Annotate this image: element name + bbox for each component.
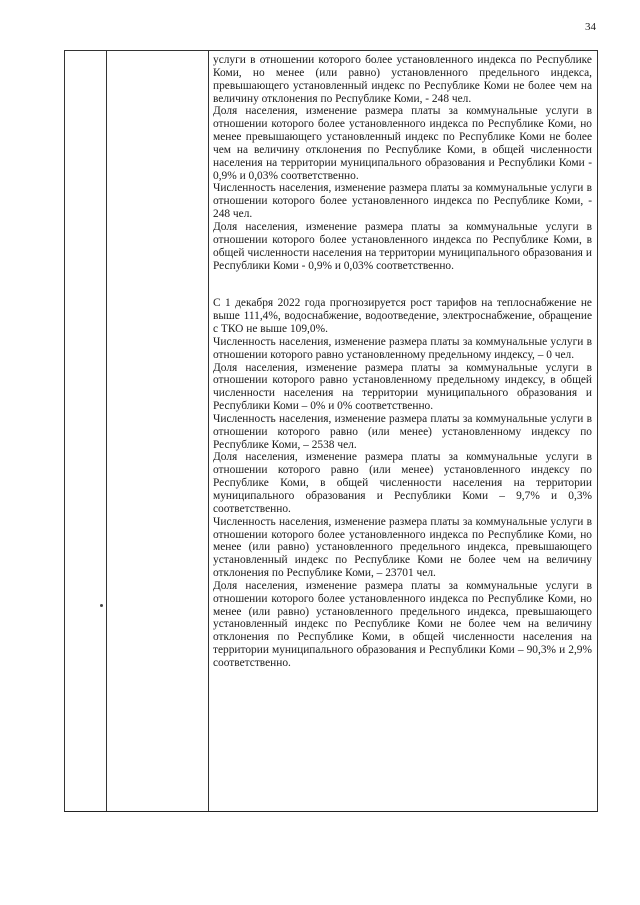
paragraph: Доля населения, изменение размера платы за коммунальные услуги в отношении которого более установленного индекса по Республике Коми, но менее (или равно) установленного предельного индекса, превышающего установленный индекс по Республике Коми не более чем на величину отклонения по Республике Коми, в общей численности населения на территории муниципального образования и Республики Коми – 90,3% и 2,9% соответственно.: [213, 579, 592, 669]
bullet-mark: [100, 604, 103, 607]
page-number: 34: [585, 21, 596, 33]
paragraph: Численность населения, изменение размера платы за коммунальные услуги в отношении которого более установленного индекса по Республике Коми, - 248 чел.: [213, 182, 592, 221]
paragraph: Доля населения, изменение размера платы за коммунальные услуги в отношении которого более установленного индекса по Республике Коми, но менее превышающего установленный индекс по Республике Коми не более чем на величину отклонения по Республике Коми, в общей численности населения на территории муниципального образования и Республики Коми - 0,9% и 0,03% соответственно.: [213, 105, 592, 182]
paragraph: Численность населения, изменение размера платы за коммунальные услуги в отношении которого более установленного индекса по Республике Коми, но менее (или равно) установленного предельного индекса, превышающего установленный индекс по Республике Коми не более чем на величину отклонения по Республике Коми, – 23701 чел.: [213, 515, 592, 580]
paragraph: услуги в отношении которого более установленного индекса по Республике Коми, но менее (или равно) установленного предельного индекса, превышающего установленный индекс по Республике Коми не более чем на величину отклонения по Республике Коми, - 248 чел.: [213, 54, 592, 105]
paragraph: С 1 декабря 2022 года прогнозируется рост тарифов на теплоснабжение не выше 111,4%, водоснабжение, водоотведение, электроснабжение, обращение с ТКО не выше 109,0%.: [213, 297, 592, 336]
paragraph: Доля населения, изменение размера платы за коммунальные услуги в отношении которого более установленного индекса по Республике Коми, в общей численности населения на территории муниципального образования и Республики Коми - 0,9% и 0,03% соответственно.: [213, 220, 592, 272]
section-gap: [213, 272, 592, 297]
paragraph: Численность населения, изменение размера платы за коммунальные услуги в отношении которого равно (или менее) установленному индексу по Республике Коми, – 2538 чел.: [213, 412, 592, 451]
paragraph: Доля населения, изменение размера платы за коммунальные услуги в отношении которого равно (или менее) установленного индексу по Республике Коми, в общей численности населения на территории муниципального образования и Республики Коми – 9,7% и 0,3% соответственно.: [213, 451, 592, 515]
column-divider-1: [106, 51, 107, 811]
column-divider-2: [208, 51, 209, 811]
paragraph: Численность населения, изменение размера платы за коммунальные услуги в отношении которого равно установленному предельному индексу, – 0 чел.: [213, 335, 592, 361]
paragraph: Доля населения, изменение размера платы за коммунальные услуги в отношении которого равно установленному предельному индексу, в общей численности населения на территории муниципального образования и Республики Коми – 0% и 0% соответственно.: [213, 361, 592, 413]
table-text-cell: [213, 54, 592, 670]
